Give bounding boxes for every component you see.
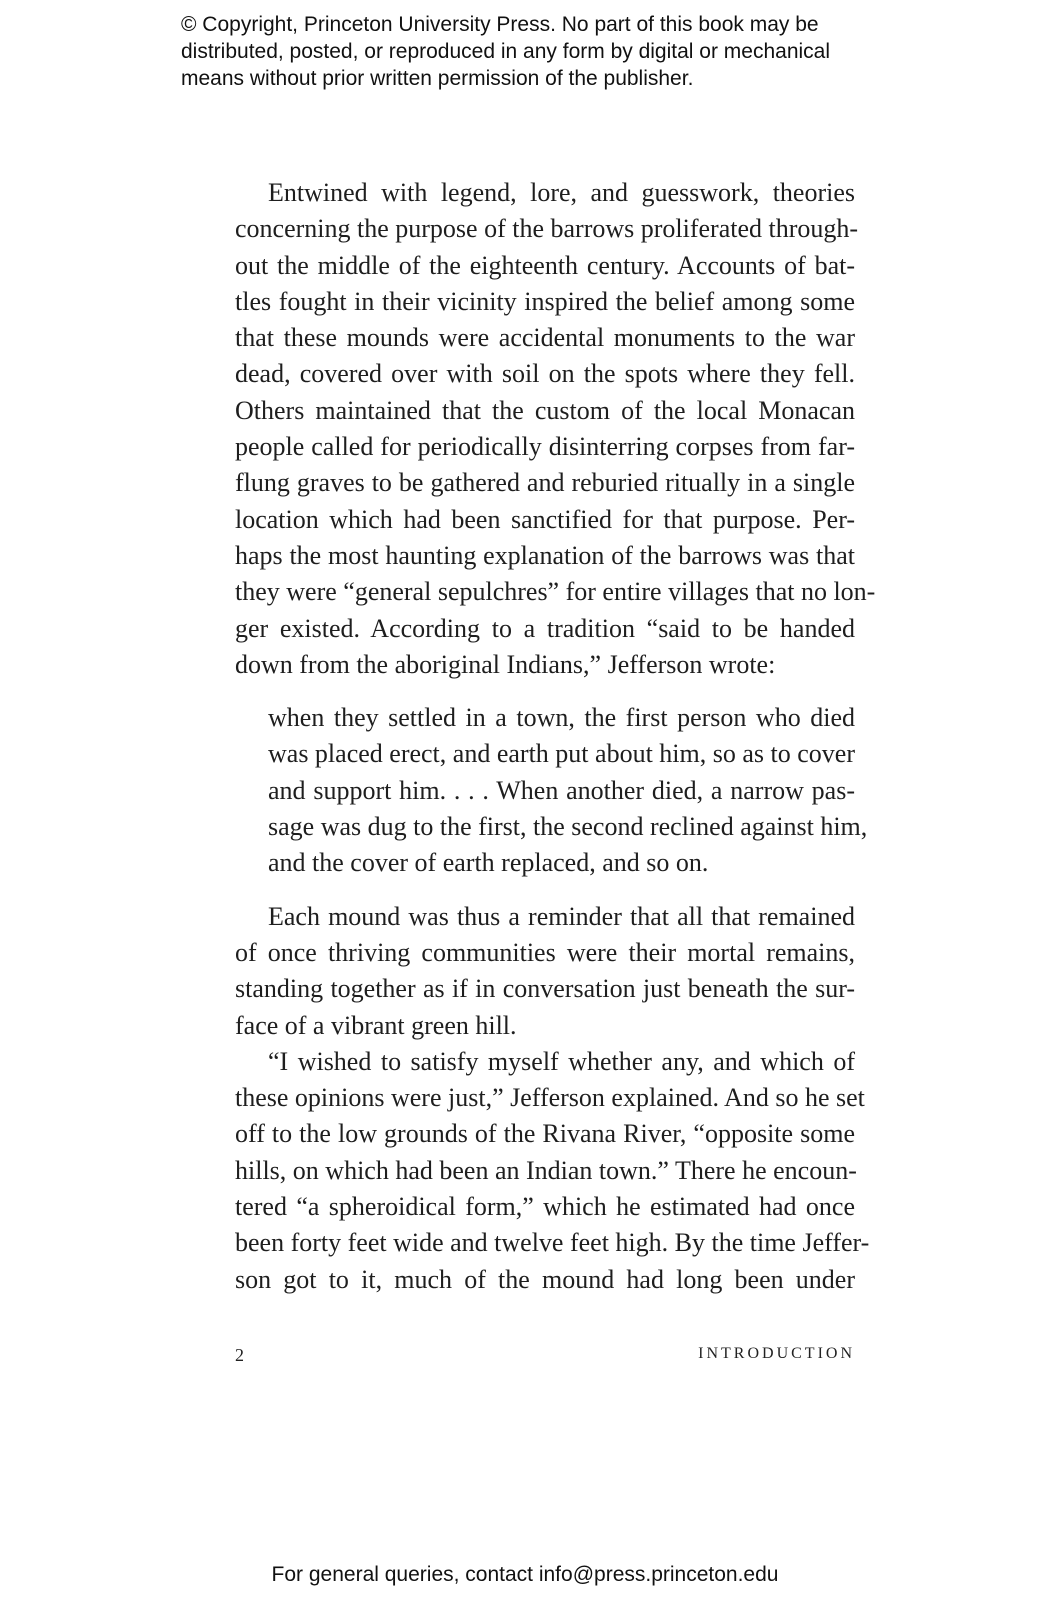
text-line: “I wished to satisfy myself whether any, and which of [268, 1046, 855, 1076]
text-line: hills, on which had been an Indian town.” There he encoun- [235, 1155, 857, 1185]
text-line: tered “a spheroidical form,” which he estimated had once [235, 1192, 855, 1222]
text-line: concerning the purpose of the barrows proliferated through- [235, 214, 859, 244]
copyright-line: © Copyright, Princeton University Press. No part of this book may be [181, 13, 819, 36]
copyright-line: distributed, posted, or reproduced in any form by digital or mechanical [181, 40, 831, 63]
quote-line: and support him. . . . When another died, a narrow pas- [268, 775, 855, 805]
text-line: tles fought in their vicinity inspired the belief among some [235, 286, 855, 316]
text-line: flung graves to be gathered and reburied ritually in a single [235, 468, 855, 498]
text-line: of once thriving communities were their mortal remains, [235, 937, 855, 967]
text-line: been forty feet wide and twelve feet high. By the time Jeffer- [235, 1228, 870, 1258]
quote-line: and the cover of earth replaced, and so on. [268, 848, 709, 878]
text-line: standing together as if in conversation just beneath the sur- [235, 974, 855, 1004]
paragraph [235, 175, 876, 683]
copyright-line: means without prior written permission of the publisher. [181, 67, 694, 90]
quote-line: sage was dug to the first, the second reclined against him, [268, 812, 868, 842]
text-line: that these mounds were accidental monuments to the war [235, 323, 855, 353]
text-line: Others maintained that the custom of the local Monacan [235, 395, 855, 425]
text-line: Each mound was thus a reminder that all that remained [268, 901, 855, 931]
quote-line: was placed erect, and earth put about him, so as to cover [268, 739, 855, 769]
quote-line: when they settled in a town, the first person who died [268, 703, 855, 733]
book-page-body [235, 175, 876, 1298]
text-line: haps the most haunting explanation of the barrows was that [235, 540, 855, 570]
footer-contact: For general queries, contact info@press.princeton.edu [271, 1563, 779, 1586]
paragraph [235, 899, 855, 1044]
text-line: these opinions were just,” Jefferson explained. And so he set [235, 1083, 865, 1113]
text-line: off to the low grounds of the Rivana River, “opposite some [235, 1119, 855, 1149]
text-line: son got to it, much of the mound had long been under [235, 1264, 855, 1294]
text-line: ger existed. According to a tradition “said to be handed [235, 613, 855, 643]
paragraph [235, 1044, 870, 1298]
page-number: 2 [235, 1345, 244, 1365]
text-line: face of a vibrant green hill. [235, 1010, 517, 1040]
text-line: people called for periodically disinterring corpses from far- [235, 432, 855, 462]
text-line: Entwined with legend, lore, and guesswork, theories [268, 178, 855, 207]
text-line: location which had been sanctified for that purpose. Per- [235, 504, 855, 534]
text-line: they were “general sepulchres” for entire villages that no lon- [235, 577, 876, 607]
copyright-notice [181, 11, 901, 92]
running-head: INTRODUCTION [698, 1345, 855, 1362]
text-line: dead, covered over with soil on the spots where they fell. [235, 359, 855, 389]
block-quote [235, 700, 868, 881]
text-line: out the middle of the eighteenth century. Accounts of bat- [235, 250, 855, 280]
text-line: down from the aboriginal Indians,” Jefferson wrote: [235, 649, 776, 679]
